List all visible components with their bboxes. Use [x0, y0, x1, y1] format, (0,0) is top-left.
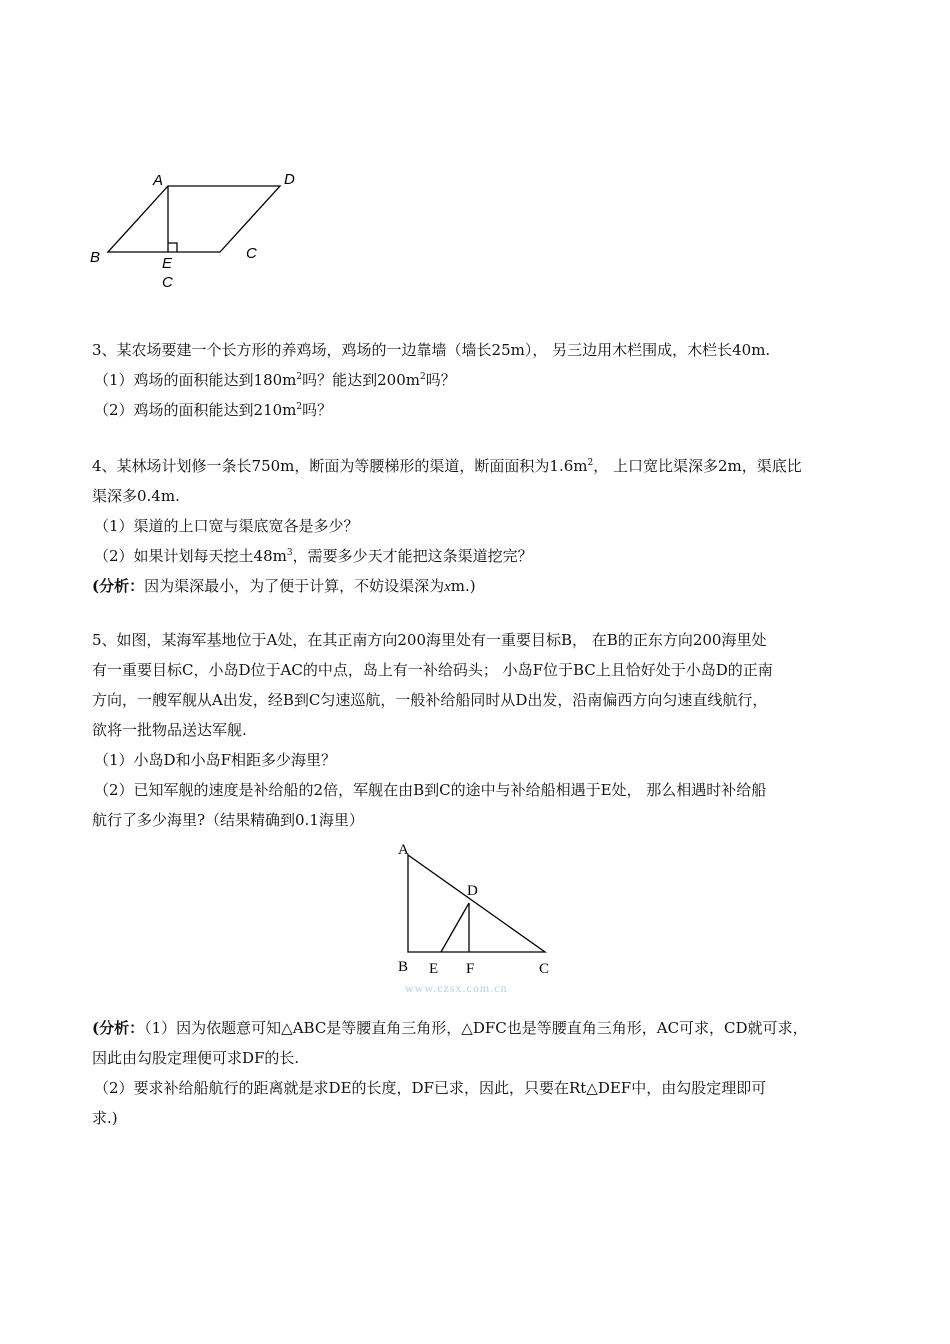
problem-3-stem: 3、某农场要建一个长方形的养鸡场，鸡场的一边靠墙（墙长25m）， 另三边用木栏围成，木栏长40m. — [92, 341, 771, 359]
parallelogram-shape — [108, 186, 280, 252]
label-A: A — [398, 842, 409, 858]
right-angle-mark — [168, 243, 177, 252]
label-E: E — [162, 255, 173, 272]
analysis-line1: (分析：（1）因为依题意可知△ABC是等腰直角三角形，△DFC也是等腰直角三角形，AC可求，CD就可求， — [92, 1019, 808, 1037]
watermark-text: www.czsx.com.cn — [405, 981, 508, 995]
label-C: C — [539, 961, 550, 977]
analysis-line4: 求.) — [92, 1109, 118, 1127]
label-D: D — [284, 171, 295, 188]
parallelogram-figure — [80, 165, 320, 295]
segment-de — [441, 903, 469, 952]
problem-4-stem-line1: 4、某林场计划修一条长750m，断面为等腰梯形的渠道，断面面积为$1.6m^2$， 上口宽比渠深多2m，渠底比 — [92, 457, 802, 475]
problem-3 — [92, 335, 864, 425]
problem-4-q2: （2）如果计划每天挖土$48m^3$，需要多少天才能把这条渠道挖完？ — [94, 547, 533, 565]
problem-5-q2-line1: （2）已知军舰的速度是补给船的2倍，军舰在由B到C的途中与补给船相遇于E处， 那么相遇时补给船 — [94, 781, 767, 799]
label-A: A — [153, 172, 164, 189]
problem-5-line3: 方向，一艘军舰从A出发，经B到C匀速巡航，一般补给船同时从D出发，沿南偏西方向匀速直线航行， — [92, 691, 768, 709]
label-C-lower: C — [162, 274, 173, 291]
problem-4-q1: （1）渠道的上口宽与渠底宽各是多少？ — [94, 517, 359, 535]
problem-5-q2-line2: 航行了多少海里?（结果精确到0.1海里） — [92, 811, 364, 829]
label-B: B — [398, 959, 409, 975]
label-D: D — [467, 883, 478, 899]
problem-4-analysis: (分析：因为渠深最小，为了便于计算，不妨设渠深为xm.) — [92, 577, 476, 595]
problem-3-q1: （1）鸡场的面积能达到$180m^2$吗？能达到$200m^2$吗？ — [94, 371, 456, 389]
label-F: F — [466, 961, 475, 977]
triangle-abc — [408, 855, 545, 952]
problem-5-analysis — [92, 1013, 864, 1133]
label-B: B — [90, 249, 101, 266]
problem-5-q1: （1）小岛D和小岛F相距多少海里？ — [94, 751, 336, 769]
analysis-line2: 因此由勾股定理便可求DF的长. — [92, 1049, 300, 1067]
triangle-figure — [380, 835, 580, 1000]
problem-5-line4: 欲将一批物品送达军舰. — [92, 721, 247, 739]
problem-5-line2: 有一重要目标C，小岛D位于AC的中点，岛上有一补给码头； 小岛F位于BC上且恰好处于小岛D的正南 — [92, 661, 773, 679]
problem-5 — [92, 625, 864, 835]
label-C: C — [246, 245, 257, 262]
label-E: E — [429, 961, 439, 977]
analysis-line3: （2）要求补给船航行的距离就是求DE的长度，DF已求，因此，只要在Rt△DEF中，由勾股定理即可 — [94, 1079, 767, 1097]
problem-3-q2: （2）鸡场的面积能达到$210m^2$吗？ — [94, 401, 333, 419]
problem-5-line1: 5、如图，某海军基地位于A处，在其正南方向200海里处有一重要目标B， 在B的正东方向200海里处 — [92, 631, 767, 649]
problem-4-stem-line2: 渠深多0.4m. — [92, 487, 180, 505]
problem-4 — [92, 451, 864, 602]
